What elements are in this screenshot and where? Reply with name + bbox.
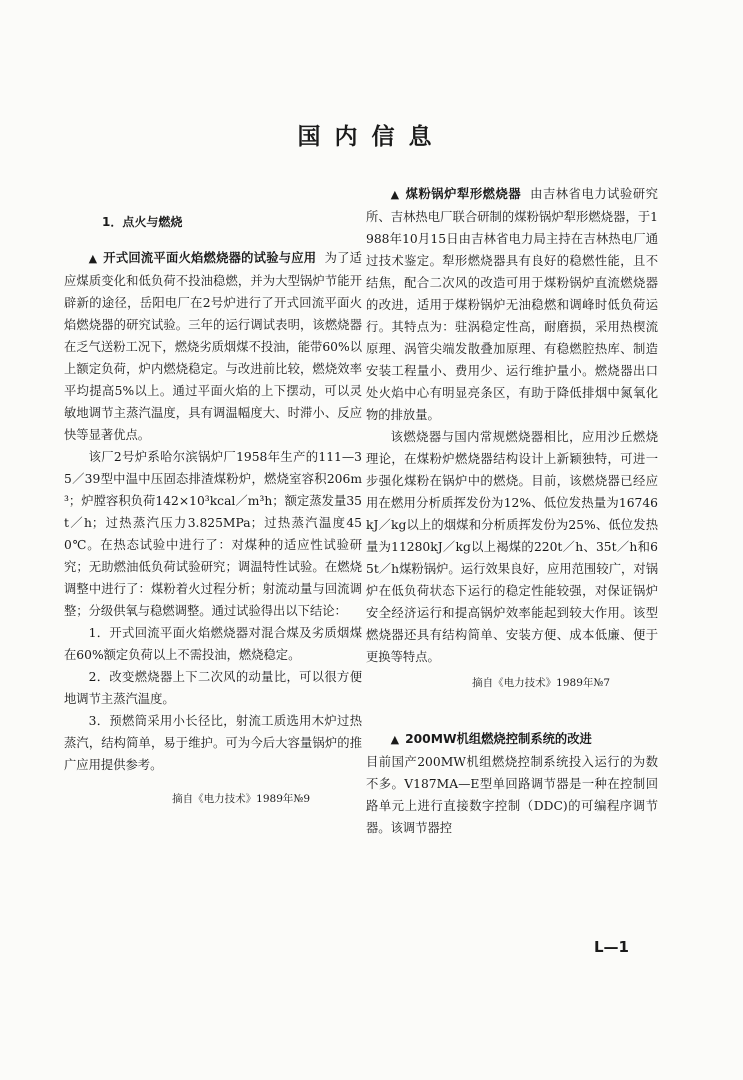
triangle-bullet-icon: ▲ [390, 188, 400, 201]
article3-title: 200MW机组燃烧控制系统的改进 [405, 732, 592, 746]
article1-conclusion-1: 1．开式回流平面火焰燃烧器对混合煤及劣质烟煤在60%额定负荷以上不需投油，燃烧稳定。 [64, 626, 362, 662]
article2-title: 煤粉锅炉犁形燃烧器 [405, 187, 522, 201]
right-column [366, 183, 658, 839]
article1-title: 开式回流平面火焰燃烧器的试验与应用 [103, 251, 317, 265]
article1-body: 为了适应煤质变化和低负荷不投油稳燃，并为大型锅炉节能开辟新的途径，岳阳电厂在2号炉进行了开式回流平面火焰燃烧器的研究试验。三年的运行调试表明，该燃烧器在乏气送粉工况下，燃烧劣质烟煤不投油，能带60%以上额定负荷，炉内燃烧稳定。与改进前比较，燃烧效率平均提高5%以上。通过平面火焰的上下摆动，可以灵敏地调节主蒸汽温度，具有调温幅度大、时滞小、反应快等显著优点。 [64, 251, 362, 442]
article2-source: 摘自《电力技术》1989年№7 [472, 677, 610, 689]
article2-para2: 该燃烧器与国内常规燃烧器相比，应用沙丘燃烧理论，在煤粉炉燃烧器结构设计上新颖独特，可进一步强化煤粉在锅炉中的燃烧。目前，该燃烧器已经应用在燃用分析质挥发份为12%、低位发热量为16746kJ／kg以上的烟煤和分析质挥发份为25%、低位发热量为11280kJ／kg以上褐煤的220t／h、35t／h和65t／h煤粉锅炉。运行效果良好，应用范围较广，对锅炉在低负荷状态下运行的稳定性能较强，对保证锅炉安全经济运行和提高锅炉效率能起到较大作用。该型燃烧器还具有结构简单、安装方便、成本低廉、便于更换等特点。 [366, 430, 658, 664]
article1-conclusion-2: 2．改变燃烧器上下二次风的动量比，可以很方便地调节主蒸汽温度。 [64, 670, 362, 706]
section-heading: 1．点火与燃烧 [102, 215, 183, 229]
article2-intro [366, 183, 658, 426]
article2-body: 由吉林省电力试验研究所、吉林热电厂联合研制的煤粉锅炉犁形燃烧器，于1988年10月15日由吉林省电力局主持在吉林热电厂通过技术鉴定。犁形燃烧器具有良好的稳燃性能，且不结焦，配合二次风的改造可用于煤粉锅炉直流燃烧器的改进，适用于煤粉锅炉无油稳燃和调峰时低负荷运行。其特点为：驻涡稳定性高，耐磨损，采用热楔流原理、涡管尖端发散叠加原理、有稳燃腔热库、制造安装工程量小、费用少、运行维护量小。燃烧器出口处火焰中心有明显亮条区，有助于降低排烟中氮氧化物的排放量。 [366, 187, 658, 422]
spacer [366, 694, 658, 728]
triangle-bullet-icon: ▲ [390, 733, 400, 746]
article3-title-line [366, 728, 658, 751]
triangle-bullet-icon: ▲ [88, 252, 98, 265]
article3-body: 目前国产200MW机组燃烧控制系统投入运行的为数不多。V187MA—E型单回路调节器是一种在控制回路单元上进行直接数字控制（DDC)的可编程序调节器。该调节器控 [366, 755, 658, 835]
article1-para2: 该厂2号炉系哈尔滨锅炉厂1958年生产的111—35／39型中温中压固态排渣煤粉炉，燃烧室容积206m³；炉膛容积负荷142×10³kcal／m³h；额定蒸发量35t／h；过热蒸汽压力3.825MPa；过热蒸汽温度450℃。在热态试验中进行了：对煤种的适应性试验研究；无助燃油低负荷试验研究；调温特性试验。在燃烧调整中进行了：煤粉着火过程分析；射流动量与回流调整；分级供氧与稳燃调整。通过试验得出以下结论： [64, 450, 362, 618]
page-title: 国内信息 [297, 124, 446, 150]
article1-intro [64, 247, 362, 446]
article1-source: 摘自《电力技术》1989年№9 [172, 793, 310, 805]
article1-conclusion-3: 3．预燃筒采用小长径比，射流工质选用木炉过热蒸汽，结构简单，易于维护。可为今后大容量锅炉的推广应用提供参考。 [64, 714, 362, 772]
left-column [64, 211, 362, 810]
page-number: L—1 [594, 938, 629, 956]
